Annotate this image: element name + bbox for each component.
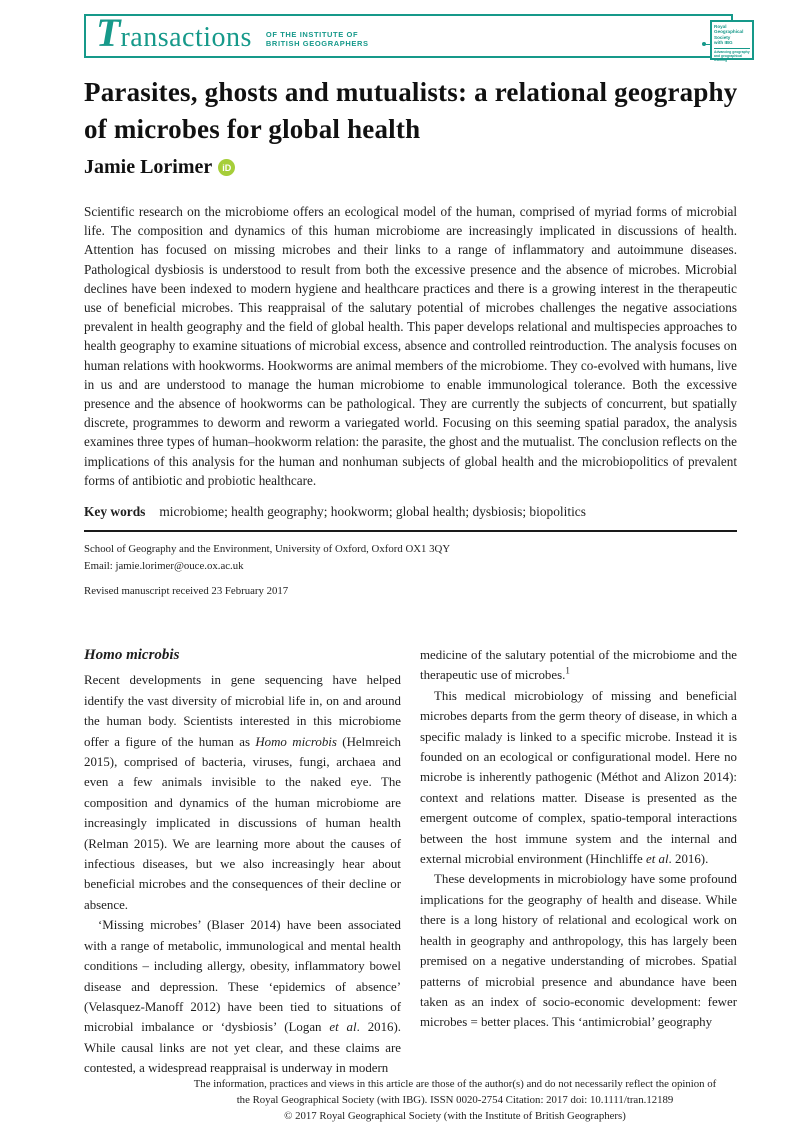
journal-subtitle-line1: OF THE INSTITUTE OF	[265, 30, 359, 39]
received-date: Revised manuscript received 23 February 2017	[84, 585, 289, 597]
journal-title-initial: T	[96, 10, 121, 55]
author-email: Email: jamie.lorimer@ouce.ox.ac.uk	[84, 559, 244, 572]
section-divider	[84, 530, 737, 532]
footer-disclaimer-line1: The information, practices and views in this article are those of the author(s) and do not necessarily reflect the opinion of	[193, 1078, 717, 1090]
body-columns	[84, 645, 737, 1079]
rgs-logo-text: with IBG	[714, 40, 733, 46]
footer-disclaimer-line2: the Royal Geographical Society (with IBG). ISSN 0020-2754 Citation: 2017 doi: 10.1111/tran.12189	[236, 1094, 674, 1106]
keywords-label: Key words	[84, 504, 146, 519]
body-paragraph: medicine of the salutary potential of the microbiome and the therapeutic use of microbes.$^1$	[420, 648, 737, 683]
rgs-logo-text: Geographical	[714, 29, 744, 35]
body-paragraph: ‘Missing microbes’ (Blaser 2014) have been associated with a range of metabolic, immunological and mental health conditions – including allergy, obesity, inflammatory bowel disease and depression. These ‘epidemics of absence’ (Velasquez-Manoff 2012) have been tied to situations of microbial imbalance or ‘dysbiosis’ (Logan et al. 2016). While causal links are not yet clear, and these claims are contested, a widespread reappraisal is underway in modern	[84, 918, 401, 1076]
abstract: Scientific research on the microbiome offers an ecological model of the human, comprised of myriad forms of microbial life. The composition and dynamics of this human microbiome are increasingly implicated in discussions of health. Attention has focused on missing microbes and their links to a range of inflammatory and autoimmune diseases. Pathological dysbiosis is understood to result from both the excessive presence and the absence of microbes. Microbial declines have been indexed to modern hygiene and healthcare practices and there is a growing interest in the therapeutic use of beneficial microbes. This reappraisal of the salutary potential of microbes challenges the negative associations prevalent in health geography and the field of global health. This paper develops relational and multispecies approaches to health geography to examine situations of microbial excess, absence and controlled reintroduction. The analysis focuses on human relations with hookworms. Hookworms are animal members of the microbiome. They co-evolved with humans, live in us and are understood to manage the human microbiome to enable immunological tolerance. Both the excessive presence and the absence of hookworms can be pathological. They are currently the subjects of concurrent, but spatially discrete, programmes to deworm and reworm a variegated world. Focusing on this seeming spatial paradox, the analysis examines three types of human–hookworm relation: the parasite, the ghost and the mutualist. The conclusion reflects on the implications of this analysis for the human and nonhuman subjects of global health and the microbiopolitics of prevalent forms of antibiotic and probiotic healthcare.	[84, 204, 737, 488]
body-paragraph: Recent developments in gene sequencing have helped identify the vast diversity of microbial life in, on and around the human body. Scientists interested in this microbiome offer a figure of the human as Homo microbis (Helmreich 2015), comprised of bacteria, viruses, fungi, archaea and even a few animals invisible to the naked eye. The composition and dynamics of the human microbiome are increasingly implicated in discussions of human health (Relman 2015). We are learning more about the causes of infectious diseases, but we also increasingly hear about beneficial microbes and the consequences of their decline or absence.	[84, 673, 401, 912]
section-heading: Homo microbis	[84, 647, 180, 663]
rgs-logo-text: Royal	[714, 24, 727, 29]
affiliation: School of Geography and the Environment, University of Oxford, Oxford OX1 3QY	[84, 543, 451, 555]
journal-subtitle-line2: BRITISH GEOGRAPHERS	[265, 39, 369, 48]
article-title: Parasites, ghosts and mutualists: a relational geography of microbes for global health	[84, 77, 738, 144]
author-line	[84, 156, 235, 179]
keywords-list: microbiome; health geography; hookworm; global health; dysbiosis; biopolitics	[159, 504, 586, 519]
journal-title-rest: ransactions	[120, 22, 252, 53]
rgs-logo-text: Society	[714, 34, 731, 40]
rgs-logo-tagline: and geographical learning	[714, 53, 743, 62]
journal-masthead	[84, 10, 733, 58]
footer-copyright: © 2017 Royal Geographical Society (with the Institute of British Geographers)	[284, 1110, 626, 1122]
rgs-ibg-logo	[710, 20, 754, 60]
journal-title	[96, 10, 252, 55]
author-name: Jamie Lorimer	[84, 156, 213, 178]
rgs-logo-dot	[704, 44, 712, 45]
orcid-icon[interactable]: iD	[218, 159, 235, 176]
affiliation-block	[84, 541, 737, 574]
rgs-logo-divider	[714, 48, 750, 49]
page-footer	[120, 1076, 790, 1124]
journal-subtitle	[266, 30, 369, 48]
left-column	[84, 645, 401, 1079]
right-column	[420, 645, 737, 1079]
body-paragraph: These developments in microbiology have some profound implications for the geography of health and disease. While there is a long history of relational and ecological work on health in geography and anthropology, this has largely been premised on a negative understanding of microbes. Spatial patterns of microbial presence and abundance have been taken as an index of socio-economic development: fewer microbes = better places. This ‘antimicrobial’ geography	[420, 872, 737, 1030]
rgs-logo-tagline: Advancing geography	[714, 49, 750, 54]
keywords-line	[84, 504, 737, 520]
body-paragraph: This medical microbiology of missing and beneficial microbes departs from the germ theory of disease, in which a specific malady is linked to a specific microbe. Instead it is founded on an ecological or configurational model. Here no microbe is inherently pathogenic (Méthot and Alizon 2014): context and relations matter. Disease is presented as the emergent outcome of complex, spatio-temporal interactions between the host immune system and the internal and external microbial environment (Hinchliffe et al. 2016).	[420, 688, 737, 867]
